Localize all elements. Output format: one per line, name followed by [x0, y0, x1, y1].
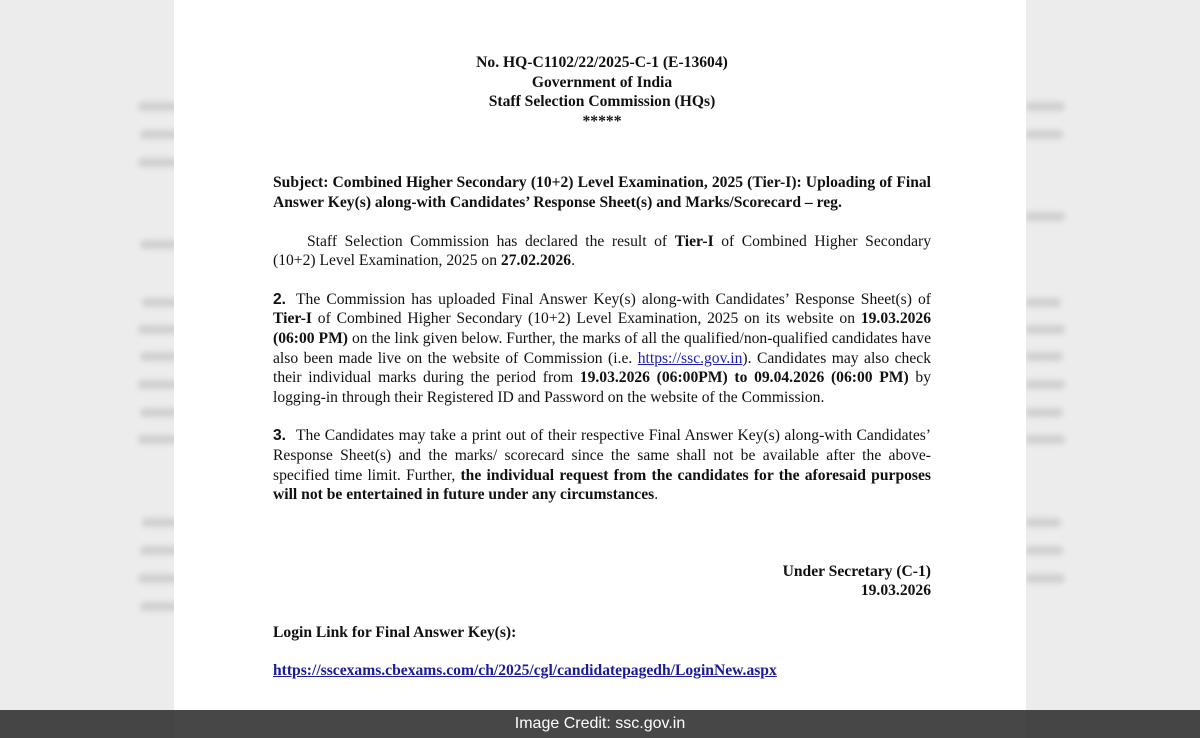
login-link-heading: Login Link for Final Answer Key(s):: [273, 623, 517, 641]
paragraph-2: 2. The Commission has uploaded Final Answer Key(s) along-with Candidates’ Response Sheet(s) of Tier-I of Combined Higher Secondary (10+2) Level Examination, 2025 on its website on 19.03.2026 (06:00 PM) on the link given below. Further, the marks of all the qualified/non-qualified candidates have also been made live on the website of Commission (i.e. https://ssc.gov.in). Candidates may also check their individual marks during the period from 19.03.2026 (06:00PM) to 09.04.2026 (06:00 PM) by logging-in through their Registered ID and Password on the website of the Commission.: [273, 290, 931, 406]
image-credit-bar: [0, 710, 1200, 738]
paragraph-3: 3. The Candidates may take a print out of their respective Final Answer Key(s) along-with Candidates’ Response Sheet(s) and the marks/ scorecard since the same shall not be available after the above-specified time limit. Further, the individual request from the candidates for the aforesaid purposes will not be entertained in future under any circumstances.: [273, 427, 931, 504]
notice-subject: Subject: Combined Higher Secondary (10+2) Level Examination, 2025 (Tier-I): Uploading of Final Answer Key(s) along-with Candidates’ Response Sheet(s) and Marks/Scorecard – reg.: [273, 174, 931, 211]
header-separator: *****: [582, 112, 622, 130]
organization-name: Staff Selection Commission (HQs): [488, 93, 716, 111]
notice-document: [174, 0, 1026, 738]
blurred-background-left: [0, 90, 175, 648]
paragraph-number: 2.: [273, 290, 287, 308]
paragraph-number: 3.: [273, 427, 287, 445]
notice-content: [273, 53, 931, 681]
signatory-title: Under Secretary (C-1): [782, 562, 931, 580]
signature-date: 19.03.2026: [860, 582, 931, 600]
image-credit-text: Image Credit: ssc.gov.in: [514, 715, 686, 732]
reference-number: No. HQ-C1102/22/2025-C-1 (E-13604): [476, 54, 728, 71]
ssc-website-link[interactable]: https://ssc.gov.in: [637, 349, 743, 367]
paragraph-1: Staff Selection Commission has declared the result of Tier-I of Combined Higher Secondary (10+2) Level Examination, 2025 on 27.02.2026.: [273, 232, 931, 270]
government-name: Government of India: [531, 73, 673, 91]
blurred-background-right: [1025, 90, 1200, 648]
signature-block: [273, 562, 931, 601]
notice-header: [273, 53, 931, 131]
login-url-link[interactable]: https://sscexams.cbexams.com/ch/2025/cgl/candidatepagedh/LoginNew.aspx: [273, 662, 777, 680]
